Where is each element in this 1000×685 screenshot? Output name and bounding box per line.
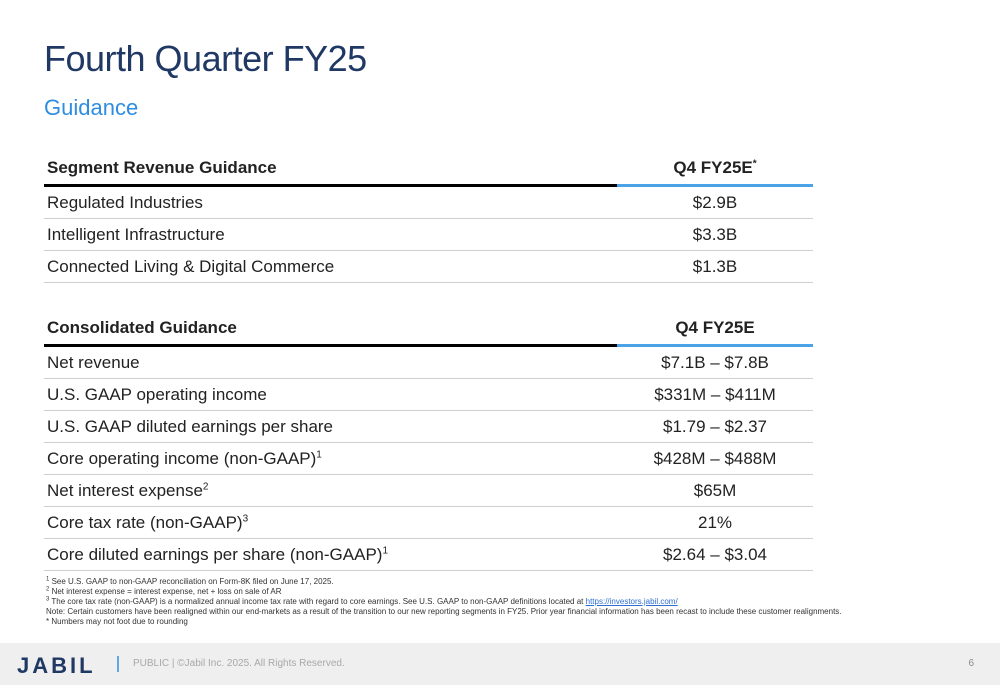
row-label (44, 475, 617, 507)
table-row (44, 251, 813, 283)
row-label-text: Net interest expense (47, 480, 203, 500)
table-row (44, 539, 813, 571)
footer-copyright: PUBLIC | ©Jabil Inc. 2025. All Rights Reserved. (133, 658, 345, 669)
page-number: 6 (968, 658, 974, 669)
page-title: Fourth Quarter FY25 (44, 38, 367, 79)
footnote-mark: 1 (46, 576, 50, 583)
row-footnote-mark: 1 (382, 544, 389, 556)
footnote-2 (46, 587, 946, 597)
row-value: $1.79 – $2.37 (617, 411, 813, 443)
row-value: $2.64 – $3.04 (617, 539, 813, 571)
table-row (44, 186, 813, 219)
segment-revenue-table (44, 152, 813, 283)
row-label (44, 379, 617, 411)
consolidated-header-label: Consolidated Guidance (44, 312, 617, 346)
row-label (44, 507, 617, 539)
row-value: $3.3B (617, 219, 813, 251)
row-value: 21% (617, 507, 813, 539)
row-label-text: U.S. GAAP operating income (47, 384, 267, 404)
row-footnote-mark: 3 (242, 512, 249, 524)
table-row (44, 507, 813, 539)
row-value: $7.1B – $7.8B (617, 346, 813, 379)
segment-header-period (617, 152, 813, 186)
row-footnote-mark: 1 (316, 448, 322, 460)
row-label (44, 443, 617, 475)
row-label (44, 411, 617, 443)
row-label-text: Core diluted earnings per share (non-GAAP) (47, 544, 383, 564)
row-value: $331M – $411M (617, 379, 813, 411)
investors-link[interactable]: https://investors.jabil.com/ (585, 597, 678, 606)
row-label-text: Core tax rate (non-GAAP) (47, 512, 243, 532)
table-row (44, 379, 813, 411)
footnote-1 (46, 577, 946, 587)
footnote-text: Net interest expense = interest expense, net + loss on sale of AR (51, 587, 282, 596)
segment-header-label: Segment Revenue Guidance (44, 152, 617, 186)
consolidated-guidance-table (44, 312, 813, 571)
table-row (44, 475, 813, 507)
table-row (44, 443, 813, 475)
row-label-text: Core operating income (non-GAAP) (47, 448, 317, 468)
jabil-logo: JABIL (17, 653, 96, 678)
row-value: $2.9B (617, 186, 813, 219)
table-row (44, 411, 813, 443)
row-label: Intelligent Infrastructure (44, 219, 617, 251)
row-label: Regulated Industries (44, 186, 617, 219)
page-subtitle: Guidance (44, 95, 139, 120)
footnote-mark: 3 (46, 596, 50, 603)
footnote-rounding: * Numbers may not foot due to rounding (46, 617, 188, 626)
footnote-note: Note: Certain customers have been realigned within our end-markets as a result of the transition to our new reporting segments in FY25. Prior year financial information has been recast to include these customer realignments. (46, 607, 842, 616)
footnote-text: The core tax rate (non-GAAP) is a normalized annual income tax rate with regard to core earnings. See U.S. GAAP to non-GAAP definitions located at (51, 597, 586, 606)
row-value: $65M (617, 475, 813, 507)
footnote-text: See U.S. GAAP to non-GAAP reconciliation on Form-8K filed on June 17, 2025. (51, 577, 334, 586)
footer-bar (0, 643, 1000, 685)
row-label (44, 539, 617, 571)
segment-header-period-text: Q4 FY25E (673, 158, 753, 177)
segment-header-period-mark: * (752, 158, 757, 170)
footnotes (46, 577, 946, 627)
row-label (44, 346, 617, 379)
row-value: $428M – $488M (617, 443, 813, 475)
table-row (44, 346, 813, 379)
footer-divider (117, 656, 119, 672)
row-label: Connected Living & Digital Commerce (44, 251, 617, 283)
table-header-row (44, 152, 813, 186)
footnote-mark: 2 (46, 586, 50, 593)
table-header-row (44, 312, 813, 346)
footnote-3 (46, 597, 946, 607)
row-label-text: U.S. GAAP diluted earnings per share (47, 416, 334, 436)
row-footnote-mark: 2 (202, 480, 209, 492)
row-value: $1.3B (617, 251, 813, 283)
consolidated-header-period: Q4 FY25E (617, 312, 813, 346)
row-label-text: Net revenue (47, 352, 140, 372)
table-row (44, 219, 813, 251)
